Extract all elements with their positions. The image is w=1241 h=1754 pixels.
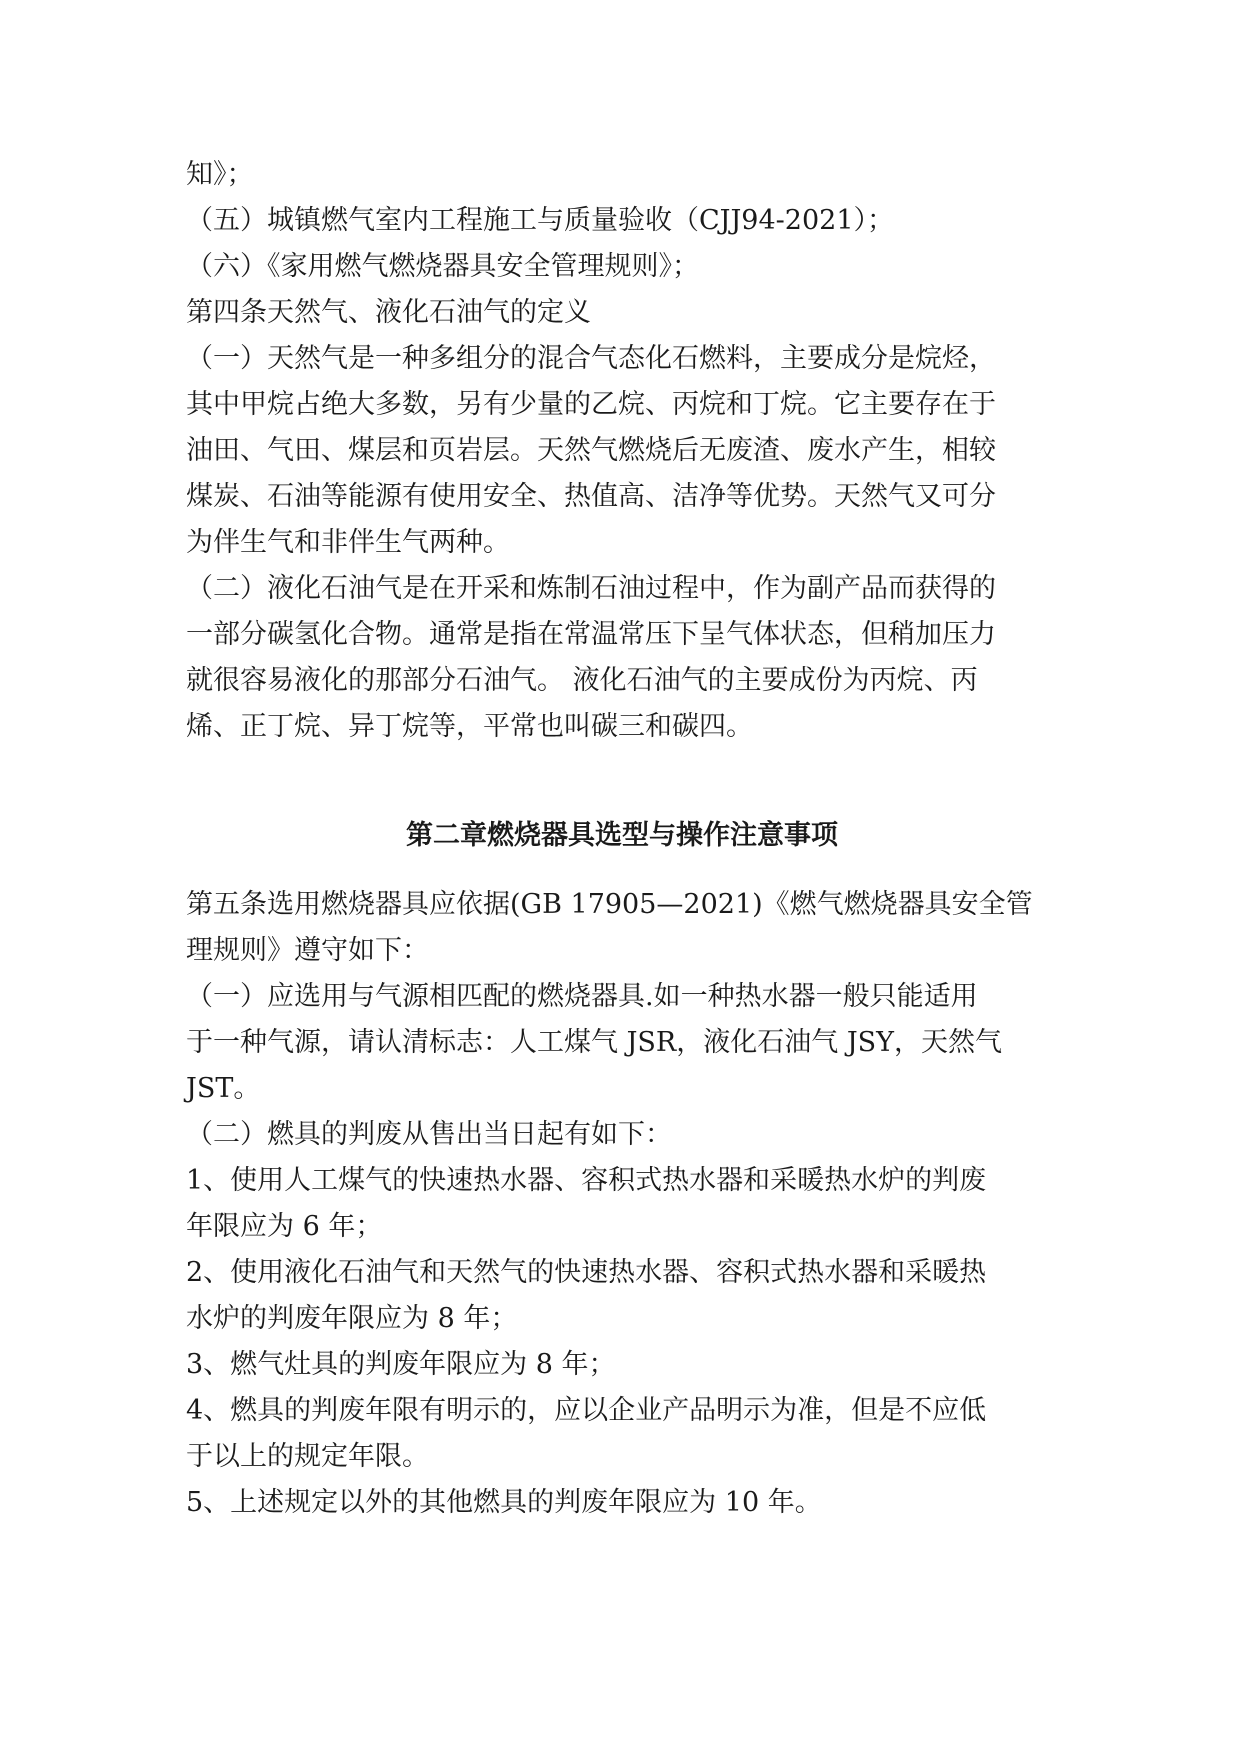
text-line: （一）应选用与气源相匹配的燃烧器具.如一种热水器一般只能适用 — [186, 981, 978, 1012]
list-item: 4、燃具的判废年限有明示的，应以企业产品明示为准，但是不应低 — [186, 1395, 987, 1426]
list-item: 2、使用液化石油气和天然气的快速热水器、容积式热水器和采暖热 — [186, 1257, 987, 1288]
text-line: 为伴生气和非伴生气两种。 — [186, 527, 510, 558]
list-item: 3、燃气灶具的判废年限应为 8 年； — [186, 1349, 616, 1380]
text-line: 煤炭、石油等能源有使用安全、热值高、洁净等优势。天然气又可分 — [186, 481, 996, 512]
list-item: 1、使用人工煤气的快速热水器、容积式热水器和采暖热水炉的判废 — [186, 1165, 987, 1196]
text-line: 其中甲烷占绝大多数，另有少量的乙烷、丙烷和丁烷。它主要存在于 — [186, 389, 996, 420]
text-line: 就很容易液化的那部分石油气。 液化石油气的主要成份为丙烷、丙 — [186, 665, 978, 696]
heading-gap — [186, 868, 1058, 882]
chapter-heading: 第二章燃烧器具选型与操作注意事项 — [406, 820, 838, 851]
text-line: 于以上的规定年限。 — [186, 1441, 429, 1472]
text-line: （六）《家用燃气燃烧器具安全管理规则》； — [186, 251, 699, 282]
document-page — [186, 152, 1058, 1526]
text-line: 于一种气源，请认清标志：人工煤气 JSR，液化石油气 JSY，天然气 — [186, 1027, 1002, 1058]
section-title: 第四条天然气、液化石油气的定义 — [186, 297, 591, 328]
text-line: 一部分碳氢化合物。通常是指在常温常压下呈气体状态，但稍加压力 — [186, 619, 996, 650]
text-line: 理规则》遵守如下： — [186, 935, 429, 966]
section-title: 第五条选用燃烧器具应依据(GB 17905—2021)《燃气燃烧器具安全管 — [186, 889, 1033, 920]
text-line: 烯、正丁烷、异丁烷等，平常也叫碳三和碳四。 — [186, 711, 753, 742]
text-line: 水炉的判废年限应为 8 年； — [186, 1303, 518, 1334]
text-line: 年限应为 6 年； — [186, 1211, 383, 1242]
text-line: （二）液化石油气是在开采和炼制石油过程中，作为副产品而获得的 — [186, 573, 996, 604]
text-line: （二）燃具的判废从售出当日起有如下： — [186, 1119, 672, 1150]
blank-line — [186, 750, 1058, 804]
text-line: 油田、气田、煤层和页岩层。天然气燃烧后无废渣、废水产生，相较 — [186, 435, 996, 466]
text-line: 知》； — [186, 159, 254, 190]
text-line: （五）城镇燃气室内工程施工与质量验收（CJJ94-2021）； — [186, 205, 894, 236]
text-line: （一）天然气是一种多组分的混合气态化石燃料，主要成分是烷烃， — [186, 343, 996, 374]
text-line: JST。 — [186, 1073, 261, 1104]
list-item: 5、上述规定以外的其他燃具的判废年限应为 10 年。 — [186, 1487, 822, 1518]
